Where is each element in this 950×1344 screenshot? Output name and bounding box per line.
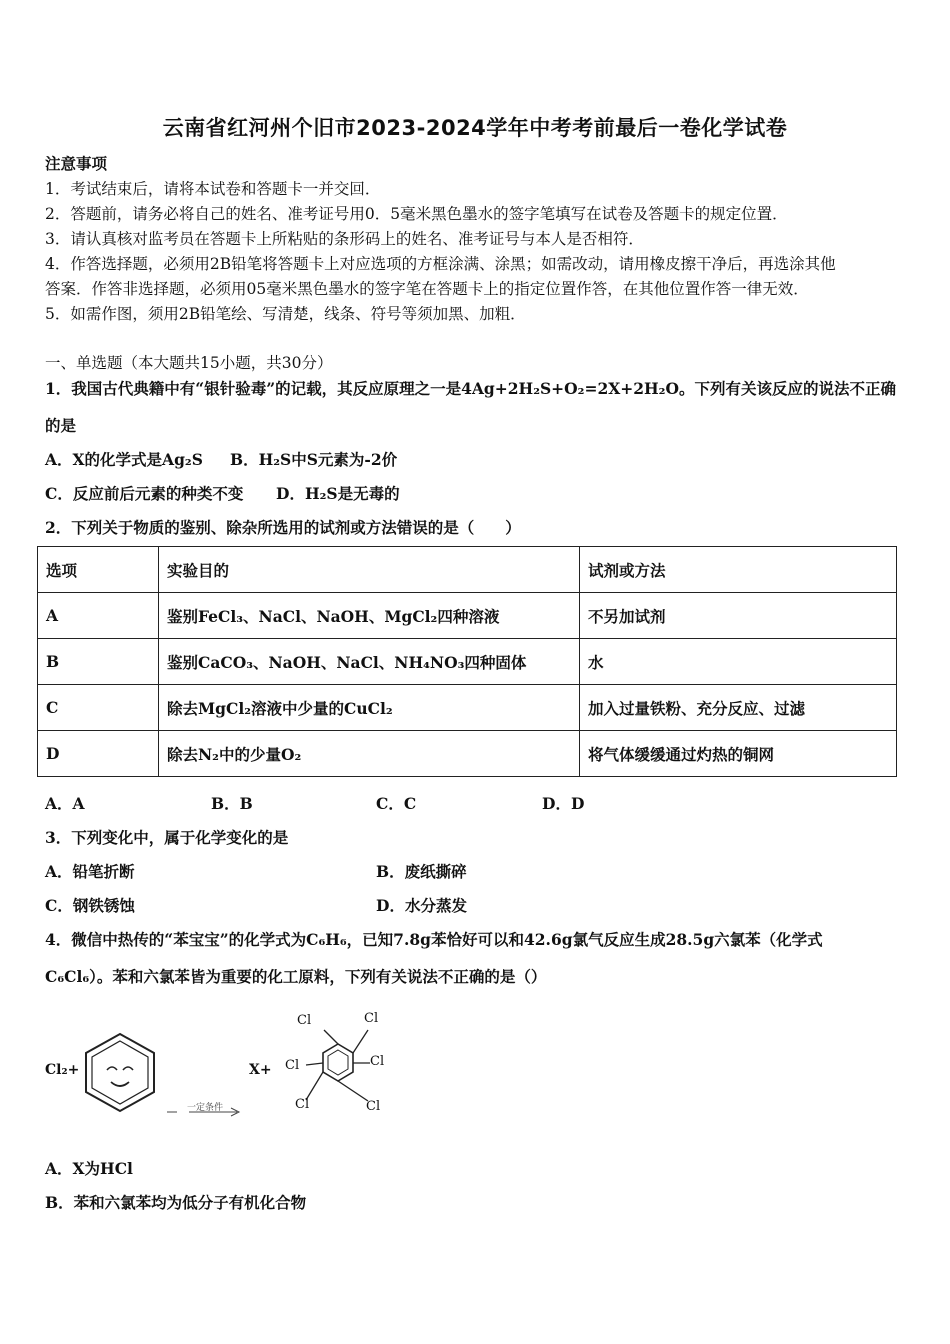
q1-stem-a: 1．我国古代典籍中有“银针验毒”的记载，其反应原理之一是 [45, 379, 462, 398]
q3-option-d: D．水分蒸发 [376, 896, 467, 915]
cl-label-3: Cl [285, 1058, 300, 1073]
cl-label-1: Cl [297, 1013, 312, 1028]
page-title: 云南省红河州个旧市2023-2024学年中考考前最后一卷化学试卷 [162, 116, 788, 140]
table-cell: 除去N₂中的少量O₂ [159, 731, 580, 777]
table-cell: 鉴别FeCl₃、NaCl、NaOH、MgCl₂四种溶液 [159, 593, 580, 639]
q1-option-d: D．H₂S是无毒的 [276, 484, 400, 503]
q1-stem [45, 377, 896, 399]
hcb-inner-ring [328, 1050, 348, 1075]
benzene-smile [111, 1082, 129, 1086]
q1-equation: 4Ag+2H₂S+O₂=2X+2H₂O [461, 379, 679, 398]
q2-table [37, 546, 897, 777]
q3-stem: 3．下列变化中，属于化学变化的是 [45, 828, 289, 847]
reaction-arrow-icon [165, 1106, 245, 1118]
table-header-row [38, 547, 897, 593]
scheme-condition: 一定条件 [187, 1103, 224, 1113]
notice-heading: 注意事项 [45, 154, 108, 173]
q1-stem-b: 。下列有关该反应的说法不正确 [678, 379, 896, 398]
notice-item-1: 1．考试结束后，请将本试卷和答题卡一并交回． [45, 180, 381, 198]
q3-option-b: B．废纸撕碎 [376, 862, 467, 881]
table-row [38, 593, 897, 639]
table-cell: 加入过量铁粉、充分反应、过滤 [580, 685, 897, 731]
q4-option-b: B．苯和六氯苯均为低分子有机化合物 [45, 1193, 307, 1212]
table-cell: 将气体缓缓通过灼热的铜网 [580, 731, 897, 777]
table-cell: 鉴别CaCO₃、NaOH、NaCl、NH₄NO₃四种固体 [159, 639, 580, 685]
scheme-product-x: X+ [249, 1062, 272, 1078]
table-row [38, 685, 897, 731]
table-cell: B [38, 639, 159, 685]
q2-stem: 2．下列关于物质的鉴别、除杂所选用的试剂或方法错误的是（ ） [45, 518, 521, 537]
q4-option-a: A．X为HCl [45, 1159, 133, 1178]
scheme-reactant-cl2: Cl₂+ [45, 1062, 80, 1078]
table-cell: C [38, 685, 159, 731]
notice-item-3: 3．请认真核对监考员在答题卡上所粘贴的条形码上的姓名、准考证号与本人是否相符． [45, 230, 644, 248]
q2-option-c: C．C [376, 794, 417, 813]
q4-stem-line2: C₆Cl₆）。苯和六氯苯皆为重要的化工原料，下列有关说法不正确的是（） [45, 967, 547, 986]
table-header-cell: 实验目的 [159, 547, 580, 593]
benzene-ring [86, 1034, 154, 1111]
cl-label-6: Cl [366, 1099, 381, 1114]
table-row [38, 731, 897, 777]
q1-option-c: C．反应前后元素的种类不变 [45, 484, 244, 503]
q4-stem-line1: 4．微信中热传的“苯宝宝”的化学式为C₆H₆，已知7.8g苯恰好可以和42.6g氯气反应生成28.5g六氯苯（化学式 [45, 930, 823, 949]
table-header-cell: 选项 [38, 547, 159, 593]
table-cell: D [38, 731, 159, 777]
q2-option-d: D．D [542, 794, 585, 813]
cl-label-4: Cl [370, 1054, 385, 1069]
benzene-emoji-icon [80, 1030, 160, 1116]
q3-option-c: C．钢铁锈蚀 [45, 896, 135, 915]
notice-item-4-cont: 答案．作答非选择题，必须用05毫米黑色墨水的签字笔在答题卡上的指定位置作答，在其他位置作答一律无效． [45, 280, 809, 298]
q2-option-a: A．A [45, 794, 85, 813]
benzene-eye-left [107, 1067, 117, 1070]
q1-option-a: A．X的化学式是Ag₂S [45, 450, 203, 469]
table-cell: 水 [580, 639, 897, 685]
cl-label-2: Cl [364, 1011, 379, 1026]
benzene-inner-ring [92, 1041, 148, 1104]
table-row [38, 639, 897, 685]
table-cell: A [38, 593, 159, 639]
table-header-cell: 试剂或方法 [580, 547, 897, 593]
cl-label-5: Cl [295, 1097, 310, 1112]
q2-option-b: B．B [211, 794, 253, 813]
table-cell: 不另加试剂 [580, 593, 897, 639]
notice-item-4: 4．作答选择题，必须用2B铅笔将答题卡上对应选项的方框涂满、涂黑；如需改动，请用橡皮擦干净后，再选涂其他 [45, 255, 836, 273]
notice-item-2: 2．答题前，请务必将自己的姓名、准考证号用0．5毫米黑色墨水的签字笔填写在试卷及答题卡的规定位置． [45, 205, 788, 223]
q1-option-b: B．H₂S中S元素为-2价 [230, 450, 398, 469]
notice-item-5: 5．如需作图，须用2B铅笔绘、写清楚，线条、符号等须加黑、加粗． [45, 305, 526, 323]
q3-option-a: A．铅笔折断 [45, 862, 135, 881]
section-heading: 一、单选题（本大题共15小题，共30分） [45, 354, 333, 372]
q1-stem-cont: 的是 [45, 416, 77, 435]
benzene-eye-right [123, 1067, 133, 1070]
table-cell: 除去MgCl₂溶液中少量的CuCl₂ [159, 685, 580, 731]
